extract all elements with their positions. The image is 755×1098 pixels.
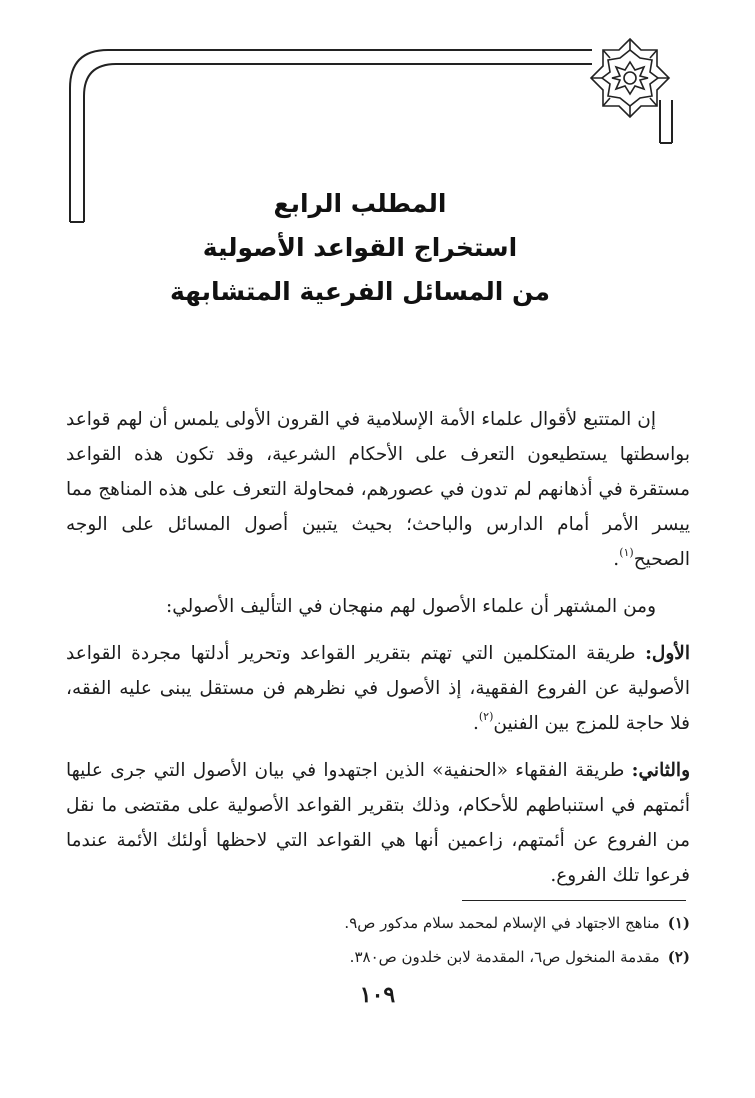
footnote-divider — [462, 900, 686, 901]
footnote-ref-2: (٢) — [478, 710, 494, 723]
paragraph-intro-end: . — [613, 549, 620, 570]
paragraph-first-method — [66, 636, 690, 741]
paragraph-methods-text: ومن المشتهر أن علماء الأصول لهم منهجان في التأليف الأصولي: — [166, 596, 656, 617]
first-method-text: طريقة المتكلمين التي تهتم بتقرير القواعد وتحرير أدلتها مجردة القواعد الأصولية عن الفروع الفقهية، إذ الأصول في نظرهم فن مستقل يبنى عليه الفقه، فلا حاجة للمزج بين الفنين — [66, 643, 690, 734]
second-method-label: والثاني: — [631, 760, 690, 781]
footnotes — [110, 906, 690, 974]
paragraph-intro — [66, 402, 690, 577]
footnote-ref-1: (١) — [619, 546, 634, 559]
section-heading — [60, 182, 660, 314]
geometric-rosette-icon — [588, 36, 672, 120]
paragraph-second-method — [66, 753, 690, 893]
paragraph-methods — [66, 589, 690, 624]
footnote-number: (٢) — [667, 948, 690, 966]
footnote-text: مناهج الاجتهاد في الإسلام لمحمد سلام مدكور ص٩. — [344, 914, 660, 932]
first-method-label: الأول: — [645, 643, 690, 664]
first-method-end: . — [472, 713, 479, 734]
paragraph-intro-text: إن المتتبع لأقوال علماء الأمة الإسلامية في القرون الأولى يلمس أن لهم قواعد بواسطتها يستطيعون التعرف على الأحكام الشرعية، وقد تكون هذه القواعد مستقرة في أذهانهم لم تدون في عصورهم، فمحاولة التعرف على هذه المناهج مما ييسر الأمر أمام الدارس والباحث؛ بحيث يتبين أصول المسائل على الوجه الصحيح — [66, 409, 690, 570]
main-text — [66, 402, 690, 905]
second-method-text: طريقة الفقهاء «الحنفية» الذين اجتهدوا في بيان الأصول التي جرى عليها أئمتهم في استنباطهم للأحكام، وذلك بتقرير القواعد الأصولية على مقتضى ما نقل من الفروع عن أئمتهم، زاعمين أنها هي القواعد التي لاحظها أولئك الأئمة عندما فرعوا تلك الفروع. — [66, 760, 690, 886]
footnote-number: (١) — [667, 914, 690, 932]
footnote-item — [110, 906, 690, 940]
heading-line-2: استخراج القواعد الأصولية — [202, 233, 518, 262]
footnote-item — [110, 940, 690, 974]
footnote-text: مقدمة المنخول ص٦، المقدمة لابن خلدون ص٣٨٠. — [349, 948, 660, 966]
heading-line-1: المطلب الرابع — [273, 189, 447, 218]
page-number: ١٠٩ — [359, 982, 396, 1008]
heading-line-3: من المسائل الفرعية المتشابهة — [169, 277, 551, 306]
